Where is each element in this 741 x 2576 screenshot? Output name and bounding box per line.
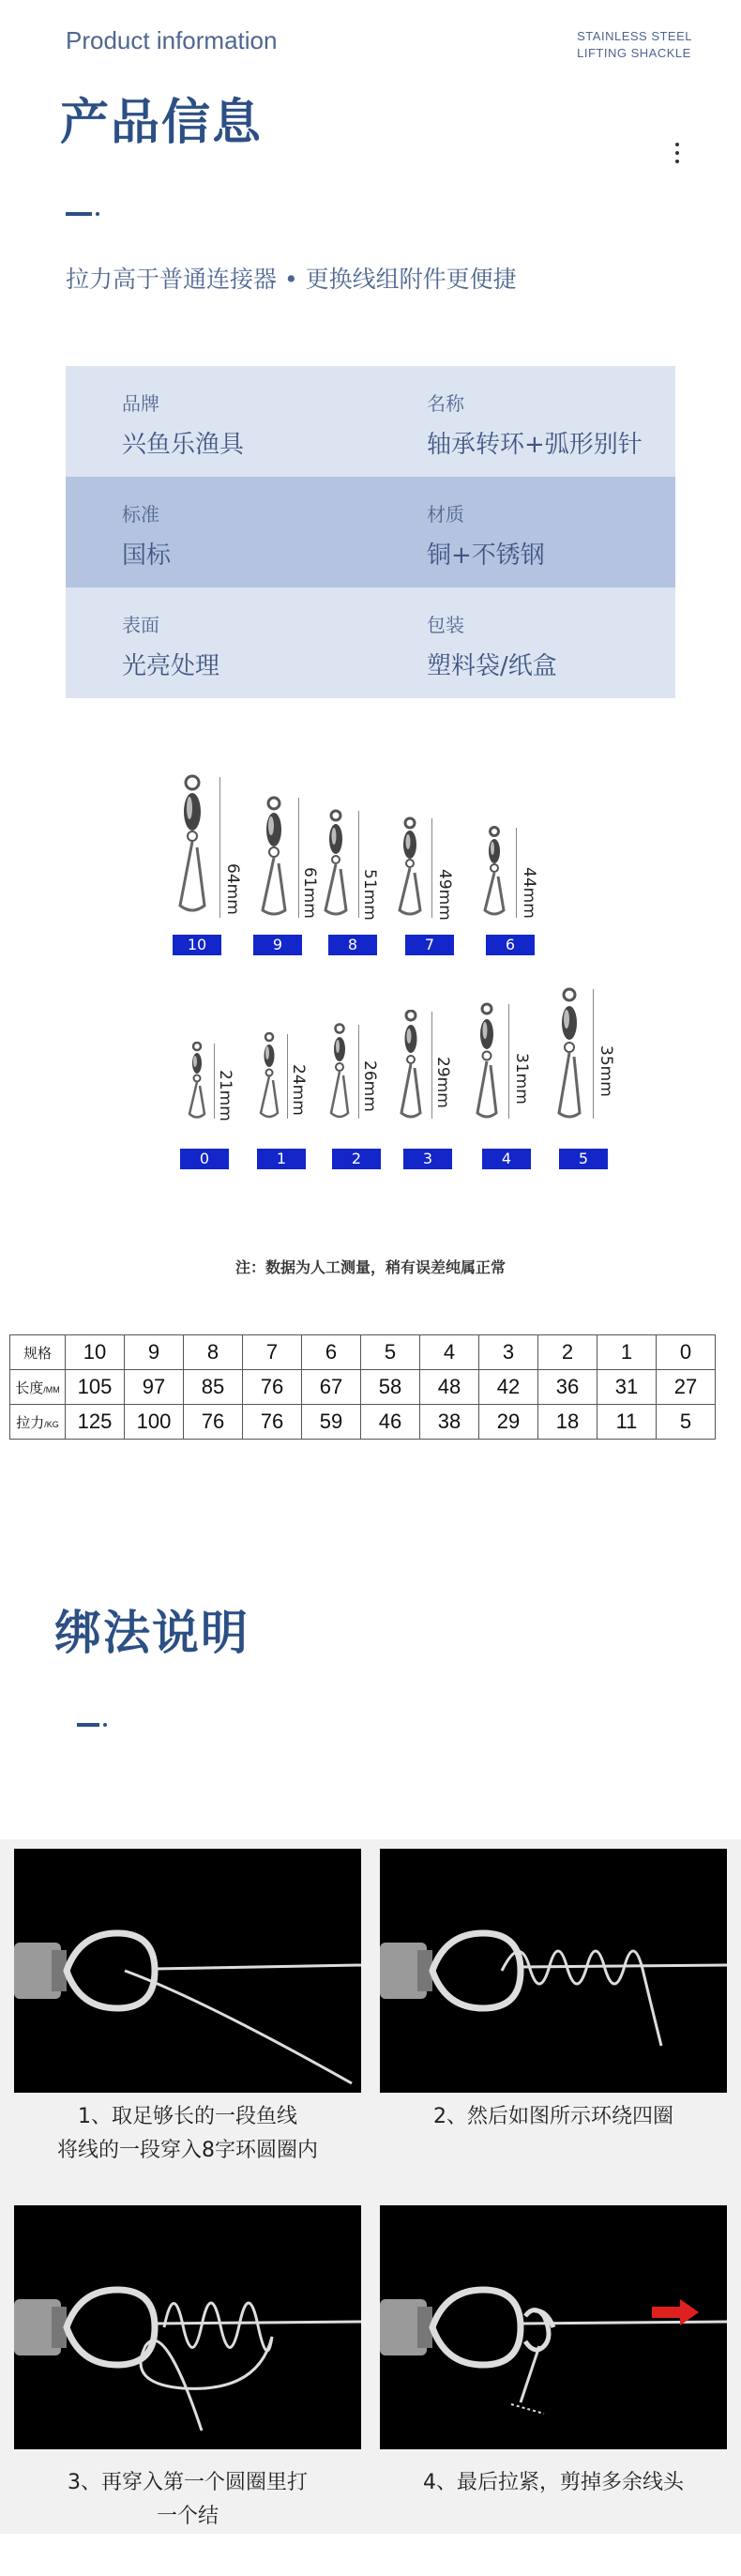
size-tag: 0 [180, 1149, 229, 1169]
row-header-label: 拉力 [16, 1414, 45, 1431]
swivel-snap-image [469, 1002, 505, 1120]
size-tag: 5 [559, 1149, 608, 1169]
info-cell-standard [66, 477, 370, 587]
row-header [10, 1370, 66, 1405]
size-tag: 9 [253, 935, 302, 955]
info-label: 表面 [122, 614, 159, 636]
step-caption-line: 3、再穿入第一个圆圈里打 [68, 2471, 308, 2494]
binding-steps-panel [0, 1839, 741, 2534]
length-cell: 42 [479, 1370, 538, 1405]
info-row [66, 366, 675, 477]
size-tag: 4 [482, 1149, 531, 1169]
size-tag: 10 [173, 935, 221, 955]
info-value: 兴鱼乐渔具 [122, 431, 245, 459]
info-label: 标准 [122, 503, 159, 526]
size-mm-label: 21mm [216, 1070, 234, 1121]
binding-title-underline [77, 1723, 99, 1727]
swivel-snap-image [394, 1010, 428, 1120]
size-mm-label: 49mm [435, 869, 454, 921]
tension-cell: 76 [243, 1405, 302, 1440]
step-2-image [380, 1849, 727, 2093]
tension-cell: 18 [538, 1405, 597, 1440]
binding-section-title: 绑法说明 [54, 1606, 250, 1660]
size-cell: 5 [361, 1335, 420, 1370]
size-cell: 6 [302, 1335, 361, 1370]
info-label: 包装 [427, 614, 464, 636]
tension-cell: 59 [302, 1405, 361, 1440]
size-mm-label: 35mm [597, 1045, 615, 1097]
step-3-caption [14, 2466, 361, 2534]
info-label: 名称 [427, 392, 464, 415]
step-4-image [380, 2205, 727, 2449]
size-tag: 3 [403, 1149, 452, 1169]
size-mm-label: 31mm [512, 1053, 531, 1105]
swivel-snap-image [255, 1032, 283, 1120]
step-3-image [14, 2205, 361, 2449]
size-mm-label: 44mm [520, 867, 538, 919]
title-underline-dot [96, 212, 99, 216]
size-cell: 7 [243, 1335, 302, 1370]
length-cell: 48 [420, 1370, 479, 1405]
tension-cell: 5 [657, 1405, 716, 1440]
size-cell: 1 [597, 1335, 657, 1370]
step-1-caption [14, 2100, 361, 2168]
info-value: 轴承转环+弧形别针 [427, 431, 643, 459]
info-row [66, 477, 675, 587]
row-header [10, 1405, 66, 1440]
table-row [10, 1370, 716, 1405]
swivel-snap-image [253, 796, 295, 918]
tension-cell: 76 [184, 1405, 243, 1440]
tension-cell: 11 [597, 1405, 657, 1440]
size-tag: 6 [486, 935, 535, 955]
size-cell: 8 [184, 1335, 243, 1370]
info-row [66, 587, 675, 698]
size-mm-label: 29mm [433, 1057, 452, 1108]
page-subtitle: 拉力高于普通连接器 • 更换线组附件更便捷 [66, 266, 517, 293]
length-cell: 27 [657, 1370, 716, 1405]
info-cell-packaging [370, 587, 675, 698]
swivel-snap-image [325, 1023, 355, 1120]
row-header-unit: /KG [44, 1419, 59, 1429]
measurement-note: 注：数据为人工测量，稍有误差纯属正常 [234, 1258, 506, 1276]
spec-table [9, 1334, 716, 1440]
size-tag: 1 [257, 1149, 306, 1169]
size-cell: 0 [657, 1335, 716, 1370]
product-info-table [66, 366, 675, 698]
tagline-line-1: STAINLESS STEEL [577, 29, 692, 43]
length-cell: 67 [302, 1370, 361, 1405]
binding-title-underline-dot [103, 1723, 107, 1727]
info-cell-material [370, 477, 675, 587]
step-4-caption [380, 2466, 727, 2500]
step-caption-line: 2、然后如图所示环绕四圈 [433, 2105, 673, 2128]
info-value: 塑料袋/纸盒 [427, 652, 557, 680]
size-cell: 4 [420, 1335, 479, 1370]
length-cell: 36 [538, 1370, 597, 1405]
table-row [10, 1405, 716, 1440]
tension-cell: 29 [479, 1405, 538, 1440]
length-cell: 31 [597, 1370, 657, 1405]
header-english-tagline [577, 28, 692, 62]
length-cell: 97 [125, 1370, 184, 1405]
info-value: 国标 [122, 541, 172, 570]
size-tag: 2 [332, 1149, 381, 1169]
length-cell: 76 [243, 1370, 302, 1405]
step-2-caption [380, 2100, 727, 2134]
tension-cell: 125 [66, 1405, 125, 1440]
product-size-image [0, 751, 741, 1182]
size-mm-label: 51mm [360, 869, 379, 921]
step-caption-line: 1、取足够长的一段鱼线 [78, 2105, 297, 2128]
step-caption-line: 4、最后拉紧，剪掉多余线头 [423, 2471, 684, 2494]
size-mm-label: 64mm [223, 863, 242, 915]
more-icon[interactable] [675, 143, 681, 163]
tension-cell: 100 [125, 1405, 184, 1440]
size-mm-label: 24mm [289, 1064, 308, 1116]
swivel-snap-image [184, 1042, 210, 1120]
size-tag: 7 [405, 935, 454, 955]
size-mm-label: 26mm [360, 1060, 379, 1112]
swivel-snap-image [392, 816, 428, 918]
swivel-snap-image [478, 826, 510, 918]
size-cell: 10 [66, 1335, 125, 1370]
title-underline [66, 212, 92, 216]
info-value: 光亮处理 [122, 652, 220, 680]
row-header-unit: /MM [43, 1384, 60, 1395]
size-cell: 2 [538, 1335, 597, 1370]
length-cell: 105 [66, 1370, 125, 1405]
info-value: 铜+不锈钢 [427, 541, 545, 570]
swivel-snap-image [550, 987, 589, 1120]
table-row [10, 1335, 716, 1370]
info-label: 材质 [427, 503, 464, 526]
page-title: 产品信息 [60, 95, 264, 151]
header-english-title: Product information [66, 26, 278, 54]
info-label: 品牌 [122, 392, 159, 415]
tagline-line-2: LIFTING SHACKLE [577, 46, 691, 60]
info-cell-brand [66, 366, 370, 477]
tension-cell: 46 [361, 1405, 420, 1440]
length-cell: 85 [184, 1370, 243, 1405]
tension-cell: 38 [420, 1405, 479, 1440]
info-cell-name [370, 366, 675, 477]
step-caption-line: 一个结 [156, 2505, 219, 2528]
step-caption-line: 将线的一段穿入8字环圆圈内 [57, 2139, 318, 2162]
size-tag: 8 [328, 935, 377, 955]
length-cell: 58 [361, 1370, 420, 1405]
info-cell-surface [66, 587, 370, 698]
size-mm-label: 61mm [300, 867, 319, 919]
row-header-label: 长度 [15, 1379, 44, 1396]
row-header: 规格 [10, 1335, 66, 1370]
size-cell: 3 [479, 1335, 538, 1370]
size-cell: 9 [125, 1335, 184, 1370]
swivel-snap-image [169, 774, 216, 915]
swivel-snap-image [317, 809, 355, 918]
step-1-image [14, 1849, 361, 2093]
